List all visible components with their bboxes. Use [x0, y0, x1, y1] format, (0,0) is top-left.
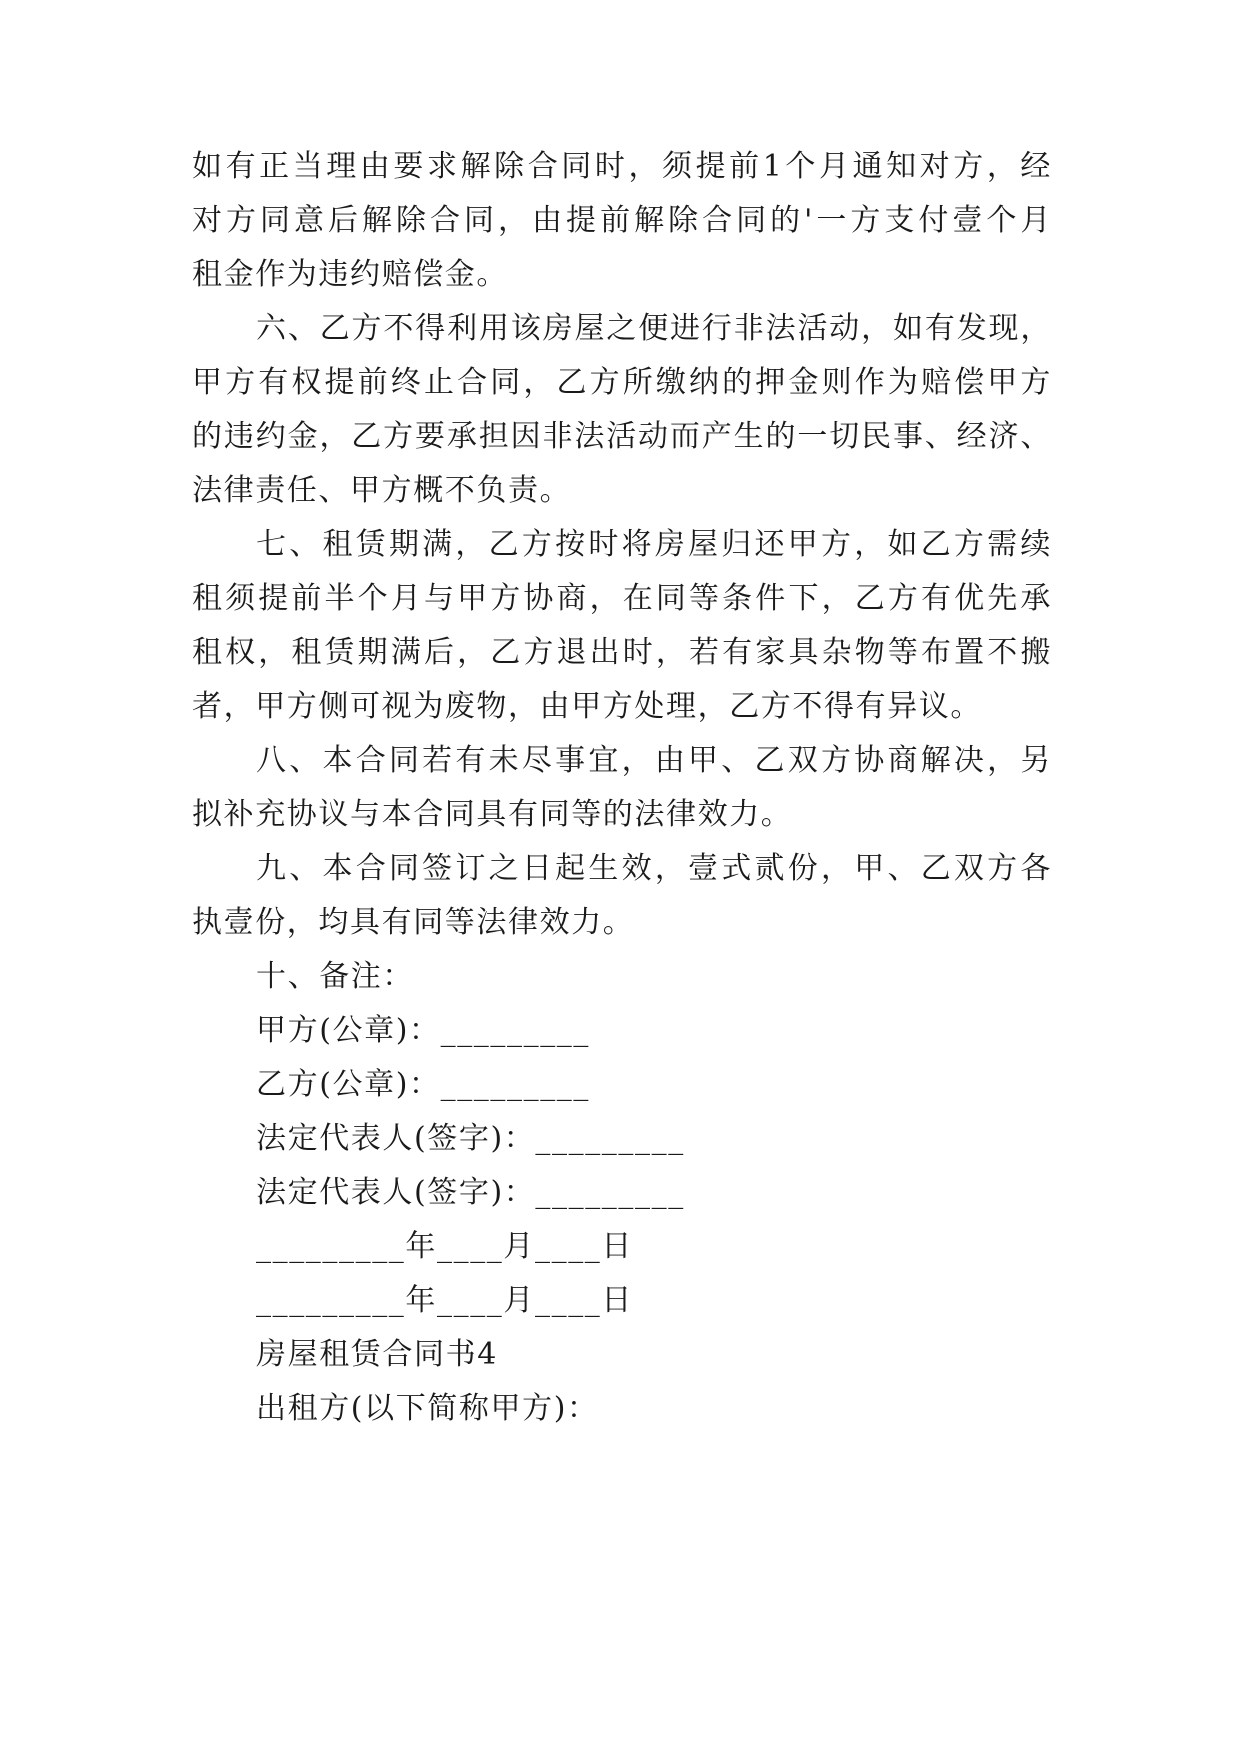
paragraph-line: 法律责任、甲方概不负责。 [192, 473, 572, 508]
party-a-seal-field: 甲方(公章)：_________ [256, 1013, 591, 1048]
lessor-line: 出租方(以下简称甲方)： [256, 1391, 599, 1426]
legal-rep-signature-field: 法定代表人(签字)：_________ [256, 1121, 685, 1156]
paragraph-line: 租须提前半个月与甲方协商，在同等条件下，乙方有优先承 [192, 581, 1052, 616]
paragraph-line: 租权，租赁期满后，乙方退出时，若有家具杂物等布置不搬 [192, 635, 1052, 670]
paragraph-line: 对方同意后解除合同，由提前解除合同的'一方支付壹个月 [192, 203, 1052, 238]
date-field: _________年____月____日 [256, 1229, 633, 1264]
paragraph-line: 七、租赁期满，乙方按时将房屋归还甲方，如乙方需续 [256, 527, 1052, 562]
paragraph-line: 九、本合同签订之日起生效，壹式贰份，甲、乙双方各 [256, 851, 1052, 886]
remarks-heading: 十、备注： [256, 959, 414, 994]
paragraph-line: 的违约金，乙方要承担因非法活动而产生的一切民事、经济、 [192, 419, 1052, 454]
party-b-seal-field: 乙方(公章)：_________ [256, 1067, 591, 1102]
paragraph-line: 如有正当理由要求解除合同时，须提前1个月通知对方，经 [192, 149, 1052, 184]
paragraph-line: 租金作为违约赔偿金。 [192, 257, 508, 292]
paragraph-line: 六、乙方不得利用该房屋之便进行非法活动，如有发现， [256, 311, 1052, 346]
legal-rep-signature-field: 法定代表人(签字)：_________ [256, 1175, 685, 1210]
paragraph-line: 甲方有权提前终止合同，乙方所缴纳的押金则作为赔偿甲方 [192, 365, 1052, 400]
paragraph-line: 者，甲方侧可视为废物，由甲方处理，乙方不得有异议。 [192, 689, 982, 724]
paragraph-line: 八、本合同若有未尽事宜，由甲、乙双方协商解决，另 [256, 743, 1052, 778]
paragraph-line: 拟补充协议与本合同具有同等的法律效力。 [192, 797, 793, 832]
paragraph-line: 执壹份，均具有同等法律效力。 [192, 905, 635, 940]
section-title: 房屋租赁合同书4 [256, 1337, 498, 1372]
date-field: _________年____月____日 [256, 1283, 633, 1318]
